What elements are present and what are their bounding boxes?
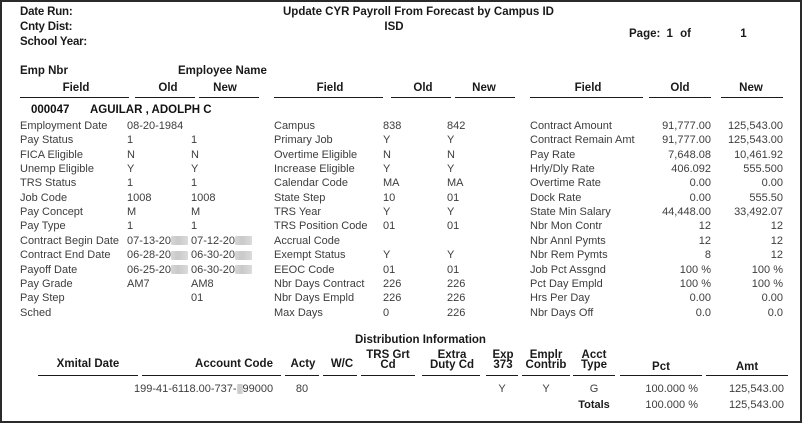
field-old-value: 01 bbox=[383, 220, 396, 233]
dist-totals-amt: 125,543.00 bbox=[728, 399, 784, 411]
field-new-value: 33,492.07 bbox=[734, 206, 783, 219]
field-old-value: Y bbox=[383, 163, 391, 176]
field-label: TRS Status bbox=[20, 177, 77, 190]
field-old-value: MA bbox=[383, 177, 400, 190]
field-new-value: 12 bbox=[770, 249, 783, 262]
field-label: Pay Type bbox=[20, 220, 66, 233]
col2-new-header: New bbox=[472, 82, 496, 94]
field-old-value: 44,448.00 bbox=[662, 206, 711, 219]
field-old-value: 12 bbox=[698, 220, 711, 233]
dist-header-exp-373-line1: Exp bbox=[492, 349, 514, 361]
field-old-value: 226 bbox=[383, 277, 402, 290]
field-label: FICA Eligible bbox=[20, 148, 83, 161]
field-label: Pay Status bbox=[20, 134, 74, 147]
dist-header-wc: W/C bbox=[330, 358, 354, 370]
employee-name-group-header: Employee Name bbox=[178, 65, 267, 77]
field-label: TRS Position Code bbox=[274, 220, 368, 233]
value-redaction bbox=[235, 251, 252, 260]
field-old-value: 0.00 bbox=[689, 191, 711, 204]
field-label: Campus bbox=[274, 120, 315, 132]
field-new-value: 226 bbox=[447, 306, 466, 319]
field-label: Pay Grade bbox=[20, 277, 73, 290]
field-old-value: 1 bbox=[127, 177, 134, 190]
field-label: Contract Amount bbox=[530, 120, 612, 132]
dist-header-acct-type-line2: Type bbox=[581, 359, 607, 371]
dist-row-exp-373: Y bbox=[498, 383, 506, 395]
value-redaction bbox=[235, 265, 252, 274]
field-old-value: 7,648.08 bbox=[668, 148, 711, 161]
dist-header-xmital-date: Xmital Date bbox=[56, 358, 120, 370]
field-new-value: Y bbox=[191, 163, 199, 176]
field-new-value: 07-12-20 bbox=[191, 235, 261, 247]
dist-rule-extra bbox=[422, 375, 480, 376]
field-old-value: 0 bbox=[383, 306, 390, 319]
field-label: Primary Job bbox=[274, 134, 333, 147]
field-label: TRS Year bbox=[274, 206, 322, 219]
emp-nbr-group-header: Emp Nbr bbox=[20, 65, 68, 77]
field-label: Overtime Eligible bbox=[274, 148, 358, 161]
field-label: Employment Date bbox=[20, 120, 108, 132]
date-run-label: Date Run: bbox=[20, 6, 73, 18]
field-old-value: Y bbox=[383, 249, 391, 262]
field-label: Job Pct Assgnd bbox=[530, 263, 606, 276]
field-new-value: 555.50 bbox=[749, 191, 783, 204]
field-new-value: 01 bbox=[447, 220, 460, 233]
field-label: Overtime Rate bbox=[530, 177, 601, 190]
field-old-value: Y bbox=[127, 163, 135, 176]
field-new-value: Y bbox=[447, 206, 455, 219]
field-label: EEOC Code bbox=[274, 263, 335, 276]
field-label: Pay Rate bbox=[530, 148, 576, 161]
field-new-value: 1 bbox=[191, 220, 198, 233]
dist-row-emplr-contrib: Y bbox=[542, 383, 550, 395]
field-new-value: AM8 bbox=[191, 277, 214, 290]
field-old-value: 1008 bbox=[127, 191, 152, 204]
dist-header-trs-grt-cd-line1: TRS Grt bbox=[366, 349, 410, 361]
field-label: Nbr Days Off bbox=[530, 306, 594, 319]
dist-header-acty: Acty bbox=[290, 358, 316, 370]
field-old-value: AM7 bbox=[127, 277, 150, 290]
page-of: of bbox=[680, 28, 691, 40]
field-label: State Step bbox=[274, 191, 326, 204]
dist-rule-exp373 bbox=[486, 375, 518, 376]
field-new-value: 1 bbox=[191, 177, 198, 190]
field-new-value: 10,461.92 bbox=[734, 148, 783, 161]
dist-header-account-code: Account Code bbox=[195, 358, 273, 370]
employee-number: 000047 bbox=[31, 104, 70, 116]
col1-old-header: Old bbox=[158, 82, 178, 94]
dist-rule-acty bbox=[285, 375, 319, 376]
dist-row-pct: 100.000 % bbox=[645, 383, 698, 395]
dist-header-emplr-contrib-line1: Emplr bbox=[529, 349, 563, 361]
account-code-suffix: 99000 bbox=[242, 383, 274, 395]
field-new-value: Y bbox=[447, 249, 455, 262]
field-new-value: 01 bbox=[447, 191, 460, 204]
dist-rule-wc bbox=[323, 375, 357, 376]
field-old-value: 12 bbox=[698, 234, 711, 247]
field-new-value: N bbox=[447, 148, 455, 161]
field-label: Contract Remain Amt bbox=[530, 134, 635, 147]
field-old-value: 91,777.00 bbox=[662, 120, 711, 132]
field-label: Nbr Days Contract bbox=[274, 277, 365, 290]
report-subtitle: ISD bbox=[384, 21, 404, 33]
field-new-value: 06-30-20 bbox=[191, 264, 261, 276]
field-old-value: 10 bbox=[383, 191, 396, 204]
field-label: State Min Salary bbox=[530, 206, 611, 219]
field-label: Dock Rate bbox=[530, 191, 582, 204]
field-label: Contract Begin Date bbox=[20, 234, 120, 247]
field-label: Hrly/Dly Rate bbox=[530, 163, 595, 176]
field-label: Nbr Days Empld bbox=[274, 292, 355, 305]
account-code-redaction bbox=[237, 384, 243, 394]
field-old-value: 06-25-20 bbox=[127, 264, 197, 276]
value-redaction bbox=[235, 236, 252, 245]
field-label: Max Days bbox=[274, 306, 323, 319]
col1-field-header: Field bbox=[62, 82, 90, 94]
dist-rule-xmital bbox=[38, 375, 138, 376]
dist-header-acct-type-line1: Acct bbox=[581, 349, 607, 361]
dist-header-exp-373-line2: 373 bbox=[493, 359, 513, 371]
field-old-value: 06-28-20 bbox=[127, 249, 197, 261]
field-label: Nbr Mon Contr bbox=[530, 220, 603, 233]
field-label: Increase Eligible bbox=[274, 163, 355, 176]
field-label: Nbr Annl Pymts bbox=[530, 234, 606, 247]
field-label: Pay Concept bbox=[20, 206, 83, 219]
page-label: Page: bbox=[629, 28, 661, 40]
cnty-dist-label: Cnty Dist: bbox=[20, 21, 73, 33]
dist-header-trs-grt-cd-line2: Cd bbox=[380, 359, 396, 371]
field-old-value: 01 bbox=[383, 263, 396, 276]
field-new-value: 06-30-20 bbox=[191, 249, 261, 261]
dist-rule-amt bbox=[706, 375, 788, 376]
field-label: Unemp Eligible bbox=[20, 163, 94, 176]
employee-name: AGUILAR , ADOLPH C bbox=[90, 104, 212, 116]
field-old-value: 0.00 bbox=[689, 292, 711, 305]
dist-rule-trsgrt bbox=[361, 375, 415, 376]
field-new-value: 1 bbox=[191, 134, 198, 147]
field-old-value: M bbox=[127, 206, 137, 219]
field-old-value: N bbox=[127, 148, 135, 161]
field-new-value: Y bbox=[447, 134, 455, 147]
school-year-label: School Year: bbox=[20, 36, 88, 48]
dist-header-amt: Amt bbox=[735, 361, 759, 373]
field-label: Hrs Per Day bbox=[530, 292, 590, 305]
dist-header-extra-duty-line2: Duty Cd bbox=[429, 359, 475, 371]
field-old-value: 100 % bbox=[679, 277, 711, 290]
field-new-value: 12 bbox=[770, 234, 783, 247]
field-new-value: 555.500 bbox=[743, 163, 783, 176]
field-old-value: 1 bbox=[127, 220, 134, 233]
dist-rule-pct bbox=[620, 375, 702, 376]
dist-rule-emplr bbox=[522, 375, 570, 376]
field-new-value: 1008 bbox=[191, 191, 216, 204]
field-old-value: N bbox=[383, 148, 391, 161]
field-old-value: Y bbox=[383, 134, 391, 147]
field-label: Pay Step bbox=[20, 292, 65, 305]
distribution-title: Distribution Information bbox=[355, 334, 486, 346]
dist-row-amt: 125,543.00 bbox=[728, 383, 784, 395]
field-new-value: 0.0 bbox=[767, 306, 783, 319]
field-new-value: MA bbox=[447, 177, 464, 190]
field-new-value: 125,543.00 bbox=[727, 120, 783, 132]
field-label: Pct Day Empld bbox=[530, 277, 603, 290]
field-label: Calendar Code bbox=[274, 177, 348, 190]
account-code-prefix: 199-41-6118.00-737- bbox=[134, 383, 237, 395]
field-old-value: 0.00 bbox=[689, 177, 711, 190]
field-old-value: 07-13-20 bbox=[127, 235, 197, 247]
field-old-value: 838 bbox=[383, 120, 402, 132]
report-title: Update CYR Payroll From Forecast by Campus ID bbox=[283, 6, 554, 18]
field-old-value: 1 bbox=[127, 134, 134, 147]
dist-header-emplr-contrib-line2: Contrib bbox=[525, 359, 567, 371]
field-new-value: 226 bbox=[447, 277, 466, 290]
col2-old-header: Old bbox=[413, 82, 433, 94]
field-old-value: 406.092 bbox=[671, 163, 711, 176]
field-old-value: 226 bbox=[383, 292, 402, 305]
page-current: 1 bbox=[666, 28, 673, 40]
field-label: Nbr Rem Pymts bbox=[530, 249, 608, 262]
field-new-value: N bbox=[191, 148, 199, 161]
field-new-value: 100 % bbox=[751, 277, 783, 290]
field-new-value: Y bbox=[447, 163, 455, 176]
field-new-value: 842 bbox=[447, 120, 466, 132]
col1-new-header: New bbox=[213, 82, 237, 94]
field-new-value: 0.00 bbox=[761, 292, 783, 305]
dist-header-extra-duty-line1: Extra bbox=[437, 349, 467, 361]
value-redaction bbox=[171, 251, 188, 260]
field-new-value: 125,543.00 bbox=[727, 134, 783, 147]
page-total: 1 bbox=[740, 28, 747, 40]
col3-field-header: Field bbox=[574, 82, 602, 94]
field-new-value: 100 % bbox=[751, 263, 783, 276]
field-label: Accrual Code bbox=[274, 234, 341, 247]
value-redaction bbox=[171, 236, 188, 245]
field-label: Contract End Date bbox=[20, 249, 111, 262]
dist-rule-account bbox=[142, 375, 281, 376]
field-new-value: 01 bbox=[191, 292, 204, 305]
value-redaction bbox=[171, 265, 188, 274]
field-new-value: 01 bbox=[447, 263, 460, 276]
field-new-value: M bbox=[191, 206, 201, 219]
field-label: Payoff Date bbox=[20, 263, 78, 276]
field-old-value: 8 bbox=[704, 249, 711, 262]
dist-rule-accttype bbox=[573, 375, 615, 376]
dist-totals-pct: 100.000 % bbox=[645, 399, 698, 411]
field-old-value: 91,777.00 bbox=[662, 134, 711, 147]
field-old-value: 0.0 bbox=[695, 306, 711, 319]
dist-row-acty: 80 bbox=[295, 383, 309, 395]
field-old-value: 100 % bbox=[679, 263, 711, 276]
col3-new-header: New bbox=[739, 82, 763, 94]
field-label: Exempt Status bbox=[274, 249, 346, 262]
dist-totals-label: Totals bbox=[578, 399, 610, 411]
field-old-value: Y bbox=[383, 206, 391, 219]
dist-header-pct: Pct bbox=[652, 361, 670, 373]
field-old-value: 08-20-1984 bbox=[127, 120, 184, 132]
field-new-value: 0.00 bbox=[761, 177, 783, 190]
field-new-value: 12 bbox=[770, 220, 783, 233]
col3-old-header: Old bbox=[670, 82, 690, 94]
field-new-value: 226 bbox=[447, 292, 466, 305]
field-label: Job Code bbox=[20, 191, 68, 204]
dist-row-acct-type: G bbox=[589, 383, 599, 395]
field-label: Sched bbox=[20, 306, 52, 319]
col2-field-header: Field bbox=[316, 82, 344, 94]
